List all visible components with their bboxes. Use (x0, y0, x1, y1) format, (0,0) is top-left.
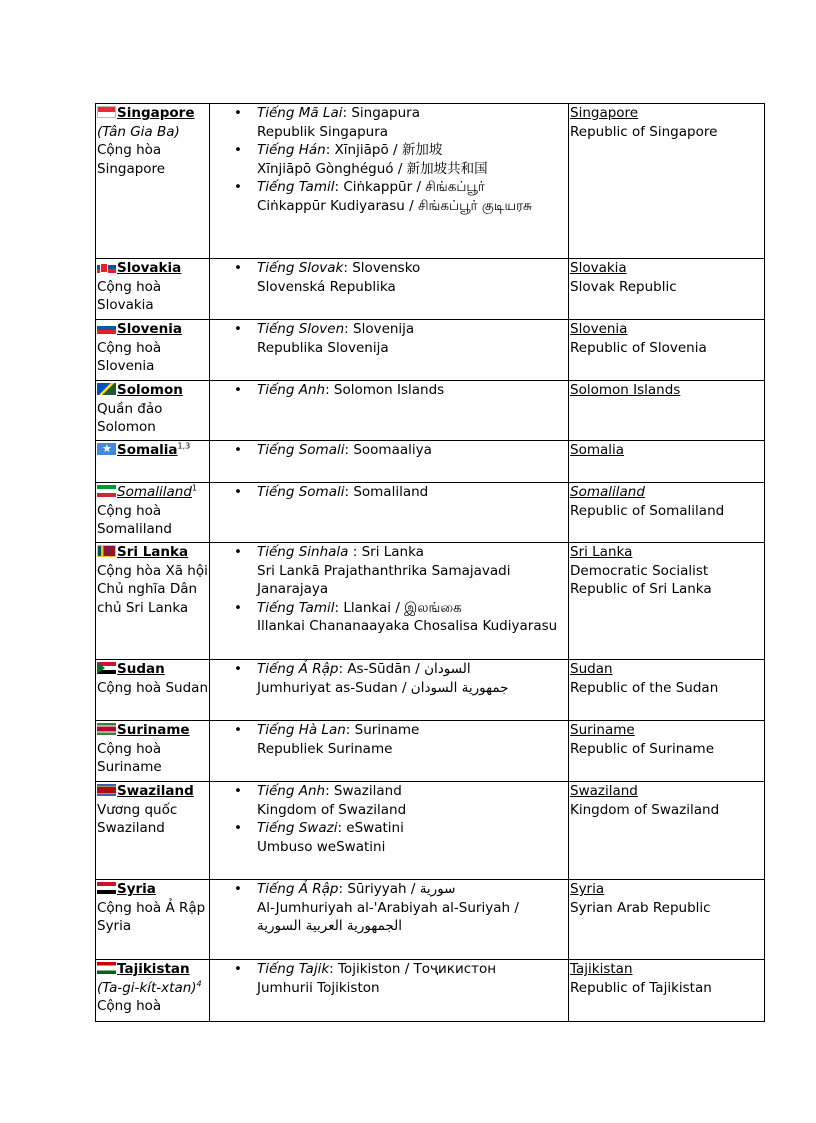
list-item: • Tiếng Sinhala : Sri Lanka Sri Lankā Prajathanthrika Samajavadi Janarajaya (257, 543, 567, 599)
country-alt-name-text: (Tân Gia Ba) (97, 123, 180, 140)
syria-flag-icon (97, 882, 116, 894)
suriname-flag-icon (97, 723, 116, 735)
english-names-cell (569, 660, 765, 721)
swaziland-flag-icon (97, 784, 116, 796)
native-short-name: Suriname (354, 722, 420, 738)
country-cell (96, 880, 210, 960)
native-short-name: Singapura (351, 105, 420, 121)
table-row (96, 660, 765, 721)
native-full-name: Jumhurii Tojikiston (257, 979, 380, 996)
native-short-name: Llankai / இலங்கை (343, 599, 462, 616)
language-label[interactable]: Tiếng Anh (257, 382, 326, 398)
native-full-name: Xīnjiāpō Gònghéguó / 新加坡共和国 (257, 160, 488, 177)
native-names-list (211, 259, 567, 296)
table-row (96, 960, 765, 1022)
country-name-link[interactable]: Singapore (117, 105, 195, 121)
native-short-name: Tojikiston / Тоҷикистон (337, 961, 497, 977)
country-name-link[interactable]: Slovakia (117, 260, 182, 276)
english-name-link[interactable]: Tajikistan (570, 961, 633, 977)
english-full-name: Republic of Slovenia (570, 339, 707, 356)
official-name-vietnamese: Quần đảo Solomon (97, 400, 163, 436)
country-alt-name (97, 979, 208, 998)
native-short-name: Soomaaliya (353, 442, 432, 458)
native-names-cell (210, 320, 569, 381)
language-label[interactable]: Tiếng Swazi (257, 820, 338, 837)
official-name-vietnamese: Cộng hoà Somaliland (97, 502, 172, 538)
table-row (96, 543, 765, 660)
country-cell (96, 721, 210, 782)
native-names-cell (210, 259, 569, 320)
english-names-cell (569, 441, 765, 483)
table-row (96, 782, 765, 880)
table-row (96, 320, 765, 381)
native-short-name: Sri Lanka (361, 544, 424, 560)
english-full-name: Syrian Arab Republic (570, 899, 711, 916)
native-names-list (211, 104, 567, 216)
english-names-cell (569, 259, 765, 320)
native-full-name: Kingdom of Swaziland (257, 801, 407, 818)
country-name-link[interactable]: Solomon (117, 382, 183, 398)
countries-table (95, 103, 765, 1022)
language-label[interactable]: Tiếng Ả Rập (257, 661, 339, 677)
sudan-flag-icon (97, 662, 116, 674)
native-names-cell (210, 381, 569, 441)
country-cell (96, 960, 210, 1022)
language-label[interactable]: Tiếng Tamil (257, 599, 335, 616)
language-label[interactable]: Tiếng Hà Lan (257, 722, 346, 738)
official-name-vietnamese: Cộng hoà Slovakia (97, 278, 162, 314)
native-full-name: Republik Singapura (257, 123, 389, 140)
country-cell (96, 320, 210, 381)
official-name-vietnamese: Cộng hòa Singapore (97, 142, 166, 177)
native-full-name: Umbuso weSwatini (257, 838, 386, 855)
english-names-cell (569, 381, 765, 441)
language-label[interactable]: Tiếng Sinhala (257, 544, 353, 560)
table-row (96, 483, 765, 543)
list-item: • Tiếng Hà Lan: Suriname Republiek Suriname (257, 721, 567, 758)
country-name-link[interactable]: Somalia (117, 442, 178, 458)
footnote-marker[interactable]: 4 (196, 979, 202, 989)
footnote-marker[interactable]: 1,3 (177, 441, 191, 451)
native-full-name: Al-Jumhuriyah al-'Arabiyah al-Suriyah / الجمهورية العربية السورية (257, 899, 519, 935)
country-name-link[interactable]: Suriname (117, 722, 190, 738)
list-item: • Tiếng Somali: Soomaaliya (257, 441, 567, 460)
english-full-name: Kingdom of Swaziland (570, 801, 720, 818)
english-names-cell (569, 721, 765, 782)
native-names-list (211, 441, 567, 460)
english-name-link[interactable]: Sudan (570, 661, 613, 677)
sri-lanka-flag-icon (97, 545, 116, 557)
native-names-list (211, 880, 567, 936)
english-names-cell (569, 104, 765, 259)
country-cell (96, 441, 210, 483)
english-name-link[interactable]: Swaziland (570, 783, 638, 799)
native-short-name: Sūriyyah / سورية (347, 881, 456, 897)
native-names-cell (210, 880, 569, 960)
native-full-name: Sri Lankā Prajathanthrika Samajavadi Janarajaya (257, 562, 511, 598)
english-full-name: Republic of the Sudan (570, 679, 719, 696)
english-names-cell (569, 880, 765, 960)
english-full-name: Republic of Tajikistan (570, 979, 712, 996)
language-label[interactable]: Tiếng Tajik (257, 961, 330, 977)
slovenia-flag-icon (97, 322, 116, 334)
english-names-cell (569, 543, 765, 660)
native-names-cell (210, 660, 569, 721)
list-item: • Tiếng Ả Rập: Sūriyyah / سورية Al-Jumhuriyah al-'Arabiyah al-Suriyah / الجمهورية العربية السورية (257, 880, 567, 936)
english-names-cell (569, 782, 765, 880)
list-item: • Tiếng Sloven: Slovenija Republika Slovenija (257, 320, 567, 357)
slovakia-flag-icon (97, 261, 116, 273)
country-cell (96, 381, 210, 441)
native-short-name: Solomon Islands (333, 382, 445, 398)
english-name-link[interactable]: Syria (570, 881, 605, 897)
list-item: • Tiếng Hán: Xīnjiāpō / 新加坡 Xīnjiāpō Gònghéguó / 新加坡共和国 (257, 141, 567, 178)
english-name-link[interactable]: Singapore (570, 105, 639, 121)
native-full-name: Ciṅkappūr Kudiyarasu / சிங்கப்பூர் குடியரசு (257, 197, 532, 214)
native-full-name: Republika Slovenija (257, 339, 389, 356)
footnote-marker[interactable]: 1 (191, 483, 197, 493)
official-name-vietnamese: Cộng hòa Xã hội Chủ nghĩa Dân chủ Sri Lanka (97, 562, 208, 616)
country-name-link[interactable]: Tajikistan (117, 961, 190, 977)
country-cell (96, 483, 210, 543)
native-names-list (211, 721, 567, 758)
table-row (96, 441, 765, 483)
native-names-list (211, 960, 567, 997)
language-label[interactable]: Tiếng Sloven (257, 321, 345, 337)
country-name-link[interactable]: Slovenia (117, 321, 182, 337)
country-alt-name-text: (Ta-gi-kít-xtan) (97, 979, 197, 996)
country-name-link[interactable]: Swaziland (117, 783, 194, 799)
tajikistan-flag-icon (97, 962, 116, 974)
table-row (96, 721, 765, 782)
list-item: • Tiếng Slovak: Slovensko Slovenská Republika (257, 259, 567, 296)
language-label[interactable]: Tiếng Hán (257, 142, 326, 159)
english-name-link[interactable]: Somalia (570, 442, 625, 458)
english-full-name: Republic of Singapore (570, 123, 718, 140)
list-item: • Tiếng Mã Lai: Singapura Republik Singapura (257, 104, 567, 141)
native-short-name: Slovenija (353, 321, 415, 337)
native-names-cell (210, 104, 569, 259)
language-label[interactable]: Tiếng Mã Lai (257, 105, 343, 121)
official-name-vietnamese: Cộng hoà Ả Rập Syria (97, 899, 206, 935)
english-full-name: Republic of Somaliland (570, 502, 725, 519)
english-name-link[interactable]: Sri Lanka (570, 544, 633, 560)
country-cell (96, 259, 210, 320)
official-name-vietnamese: Cộng hoà Sudan (97, 679, 209, 696)
language-label[interactable]: Tiếng Ả Rập (257, 881, 339, 897)
native-short-name: Somaliland (353, 484, 429, 500)
table-row (96, 381, 765, 441)
solomon-islands-flag-icon (97, 383, 116, 395)
language-label[interactable]: Tiếng Somali (257, 442, 345, 458)
native-names-list (211, 483, 567, 502)
english-full-name: Democratic Socialist Republic of Sri Lanka (570, 562, 712, 598)
list-item: • Tiếng Tamil: Llankai / இலங்கை Illankai Chananaayaka Chosalisa Kudiyarasu (257, 599, 567, 636)
language-label[interactable]: Tiếng Tamil (257, 179, 335, 196)
native-names-list (211, 320, 567, 357)
official-name-vietnamese: Cộng hoà Slovenia (97, 339, 162, 375)
native-names-list (211, 782, 567, 856)
country-cell (96, 660, 210, 721)
native-names-cell (210, 960, 569, 1022)
country-cell (96, 782, 210, 880)
native-names-cell (210, 782, 569, 880)
singapore-flag-icon (97, 106, 116, 118)
country-cell (96, 543, 210, 660)
list-item: • Tiếng Swazi: eSwatini Umbuso weSwatini (257, 819, 567, 856)
list-item: • Tiếng Ả Rập: As-Sūdān / السودان Jumhuriyat as-Sudan / جمهورية السودان (257, 660, 567, 697)
table-row (96, 880, 765, 960)
language-label[interactable]: Tiếng Slovak (257, 260, 344, 276)
native-names-list (211, 381, 567, 400)
english-name-link[interactable]: Slovakia (570, 260, 627, 276)
english-name-link[interactable]: Slovenia (570, 321, 628, 337)
english-names-cell (569, 483, 765, 543)
native-full-name: Jumhuriyat as-Sudan / جمهورية السودان (257, 679, 509, 696)
native-full-name: Republiek Suriname (257, 740, 393, 757)
somalia-flag-icon (97, 443, 116, 455)
official-name-vietnamese: Cộng hoà Suriname (97, 740, 162, 776)
native-short-name: Ciṅkappūr / சிங்கப்பூர் (343, 179, 485, 196)
english-names-cell (569, 960, 765, 1022)
native-names-list (211, 660, 567, 697)
english-names-cell (569, 320, 765, 381)
country-name-link[interactable]: Somaliland (117, 484, 192, 500)
native-short-name: eSwatini (346, 820, 404, 837)
country-name-link[interactable]: Sudan (117, 661, 165, 677)
somaliland-flag-icon (97, 485, 116, 497)
english-full-name: Republic of Suriname (570, 740, 715, 757)
english-name-link[interactable]: Suriname (570, 722, 635, 738)
native-names-list (211, 543, 567, 636)
native-short-name: As-Sūdān / السودان (347, 661, 471, 677)
list-item: • Tiếng Somali: Somaliland (257, 483, 567, 502)
official-name-vietnamese: Vương quốc Swaziland (97, 801, 178, 837)
official-name-vietnamese: Cộng hoà (97, 998, 162, 1015)
native-full-name: Illankai Chananaayaka Chosalisa Kudiyarasu (257, 618, 558, 635)
native-short-name: Xīnjiāpō / 新加坡 (334, 142, 443, 159)
table-row (96, 104, 765, 259)
native-full-name: Slovenská Republika (257, 278, 396, 295)
list-item: • Tiếng Anh: Swaziland Kingdom of Swaziland (257, 782, 567, 819)
native-names-cell (210, 721, 569, 782)
list-item: • Tiếng Tajik: Tojikiston / Тоҷикистон Jumhurii Tojikiston (257, 960, 567, 997)
language-label[interactable]: Tiếng Anh (257, 783, 326, 799)
native-names-cell (210, 441, 569, 483)
list-item: • Tiếng Tamil: Ciṅkappūr / சிங்கப்பூர் Ciṅkappūr Kudiyarasu / சிங்கப்பூர் குடியரசு (257, 178, 567, 215)
native-names-cell (210, 483, 569, 543)
english-full-name: Slovak Republic (570, 278, 677, 295)
country-name-link[interactable]: Syria (117, 881, 156, 897)
table-row (96, 259, 765, 320)
english-name-link[interactable]: Somaliland (570, 484, 645, 500)
country-name-link[interactable]: Sri Lanka (117, 544, 189, 560)
language-label[interactable]: Tiếng Somali (257, 484, 345, 500)
english-name-link[interactable]: Solomon Islands (570, 382, 681, 398)
native-short-name: Swaziland (333, 783, 402, 799)
list-item: • Tiếng Anh: Solomon Islands (257, 381, 567, 400)
native-short-name: Slovensko (352, 260, 421, 276)
country-alt-name (97, 123, 208, 142)
native-names-cell (210, 543, 569, 660)
country-cell (96, 104, 210, 259)
